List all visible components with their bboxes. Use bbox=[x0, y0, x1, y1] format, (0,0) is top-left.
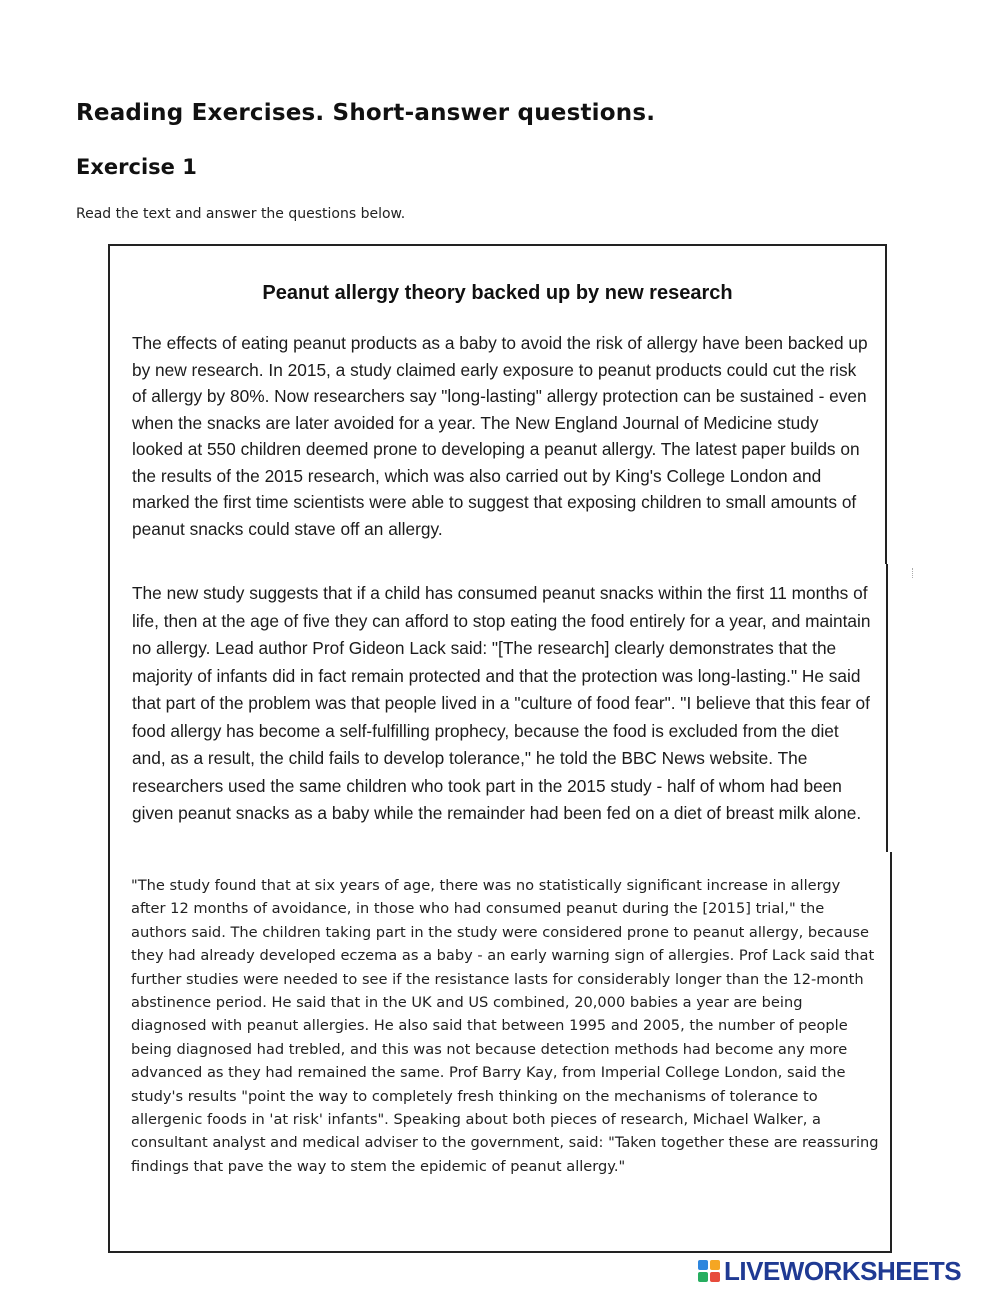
article-paragraph-2: The new study suggests that if a child has consumed peanut snacks within the first 11 months of life, then at the age of five they can afford to stop eating the food entirely for a year, and maintain no allergy. Lead author Prof Gideon Lack said: "[The research] clearly demonstrates that the majority of infants did in fact remain protected and that the protection was long-lasting." He said that part of the problem was that people lived in a "culture of food fear". "I believe that this fear of food allergy has become a self-fulfilling prophecy, because the food is excluded from the diet and, as a result, the child fails to develop tolerance," he told the BBC News website. The researchers used the same children who took part in the 2015 study - half of whom had been given peanut snacks as a baby while the remainder had been fed on a diet of breast milk alone. bbox=[132, 583, 871, 823]
instruction-text: Read the text and answer the questions below. bbox=[76, 206, 406, 222]
article-paragraph-1: The effects of eating peanut products as a baby to avoid the risk of allergy have been backed up by new research. In 2015, a study claimed early exposure to peanut products could cut the risk of allergy by 80%. Now researchers say "long-lasting" allergy protection can be sustained - even when the snacks are later avoided for a year. The New England Journal of Medicine study looked at 550 children deemed prone to developing a peanut allergy. The latest paper builds on the results of the 2015 research, which was also carried out by King's College London and marked the first time scientists were able to suggest that exposing children to small amounts of peanut snacks could stave off an allergy. bbox=[132, 333, 868, 539]
logo-icon-square bbox=[710, 1272, 720, 1282]
logo-icon-square bbox=[710, 1260, 720, 1270]
exercise-title: Exercise 1 bbox=[76, 155, 197, 179]
page-title: Reading Exercises. Short-answer questions. bbox=[76, 100, 656, 126]
liveworksheets-logo bbox=[698, 1256, 961, 1286]
logo-icon-square bbox=[698, 1272, 708, 1282]
logo-text: LIVEWORKSHEETS bbox=[724, 1255, 962, 1286]
logo-icon bbox=[698, 1260, 720, 1282]
logo-icon-square bbox=[698, 1260, 708, 1270]
article-panel-middle bbox=[108, 564, 888, 854]
panel-divider bbox=[886, 564, 888, 854]
article-panel-bottom bbox=[108, 852, 892, 1253]
scan-mark bbox=[912, 568, 915, 578]
article-paragraph-3: "The study found that at six years of age, there was no statistically significant increase in allergy after 12 months of avoidance, in those who had consumed peanut during the [2015] trial," the authors said. The children taking part in the study were considered prone to peanut allergy, because they had already developed eczema as a baby - an early warning sign of allergies. Prof Lack said that further studies were needed to see if the resistance lasts for considerably longer than the 12-month abstinence period. He said that in the UK and US combined, 20,000 babies a year are being diagnosed with peanut allergies. He also said that between 1995 and 2005, the number of people being diagnosed had trebled, and this was not because detection methods had become any more advanced as they had remained the same. Prof Barry Kay, from Imperial College London, said the study's results "point the way to completely fresh thinking on the mechanisms of tolerance to allergenic foods in 'at risk' infants". Speaking about both pieces of research, Michael Walker, a consultant analyst and medical adviser to the government, said: "Taken together these are reassuring findings that pave the way to stem the epidemic of peanut allergy." bbox=[131, 877, 879, 1175]
article-panel-top bbox=[108, 244, 887, 564]
article-title: Peanut allergy theory backed up by new research bbox=[262, 282, 733, 304]
